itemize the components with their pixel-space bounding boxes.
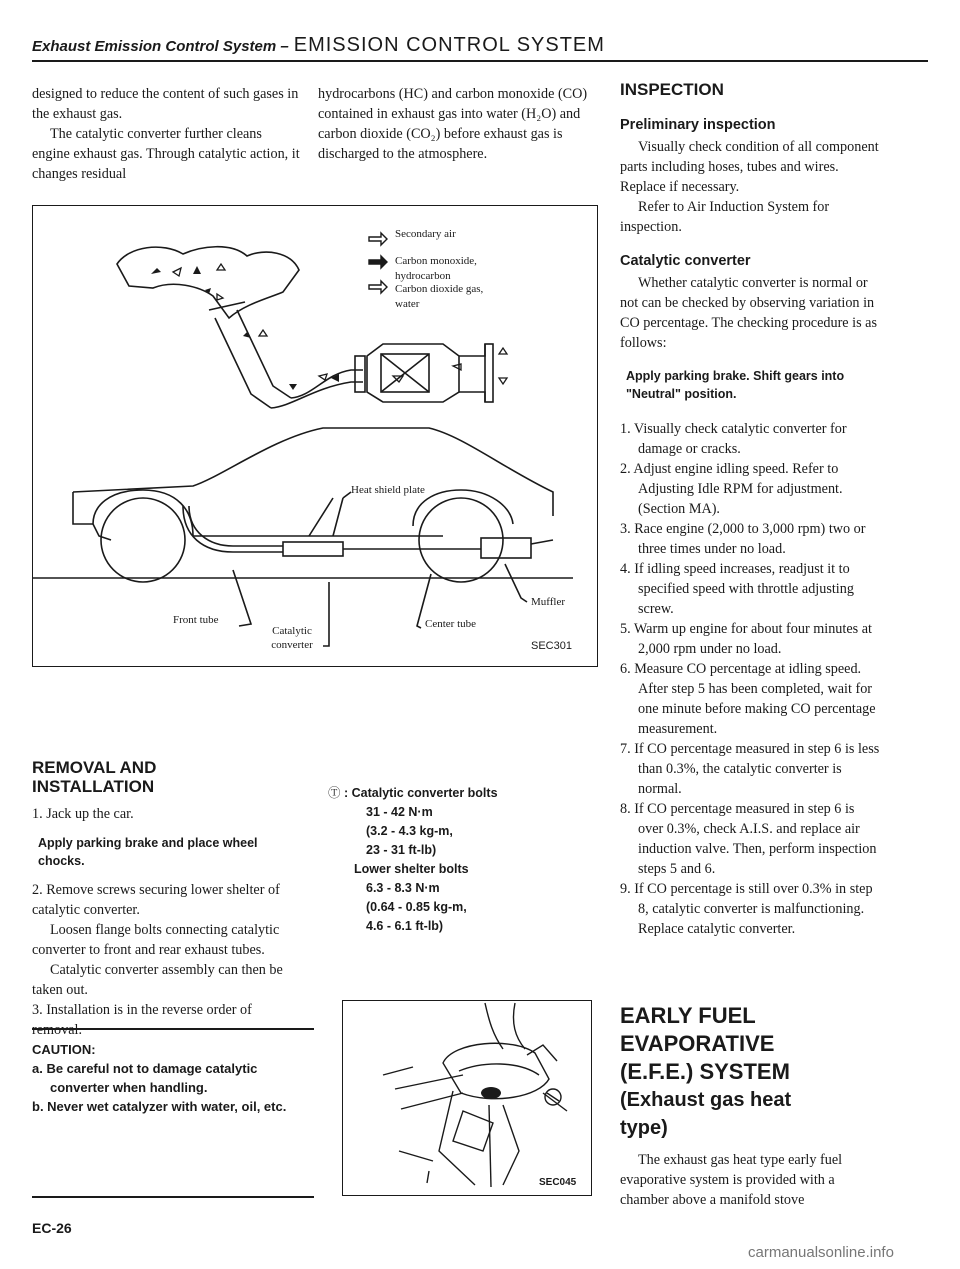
section-name: Exhaust Emission Control System – [32, 38, 289, 55]
inspection-step: 9. If CO percentage is still over 0.3% in step 8, catalytic converter is malfunctioning. Replace catalytic converter. [620, 881, 873, 937]
page-title: EMISSION CONTROL SYSTEM [293, 34, 605, 56]
inspection-step: 8. If CO percentage measured in step 6 is over 0.3%, check A.I.S. and replace air induction valve. Then, perform inspection steps 5 and 6. [620, 801, 877, 877]
torque-v5: (0.64 - 0.85 kg-m, [366, 900, 467, 914]
inspection-step: 2. Adjust engine idling speed. Refer to Adjusting Idle RPM for adjustment. (Section MA). [620, 461, 843, 517]
inspection-step: 3. Race engine (2,000 to 3,000 rpm) two or three times under no load. [620, 521, 866, 557]
catalytic-heading: Catalytic converter [620, 253, 751, 269]
rear-wheel [419, 498, 503, 582]
label-front-tube: Front tube [173, 614, 219, 626]
figure-code-sec301: SEC301 [531, 640, 572, 652]
efe-subtitle-2: type) [620, 1117, 668, 1139]
caution-rule-bottom [32, 1196, 314, 1198]
torque-label-1: : Catalytic converter bolts [344, 786, 498, 800]
page-header [32, 34, 605, 57]
removal-step-1: 1. Jack up the car. [32, 806, 134, 822]
legend-secondary-air: Secondary air [395, 228, 456, 240]
inspection-steps [620, 419, 882, 939]
efe-paragraph: The exhaust gas heat type early fuel evaporative system is provided with a chamber above a manifold stove [620, 1152, 843, 1208]
removal-note: Apply parking brake and place wheel chocks. [38, 836, 258, 868]
front-wheel [101, 498, 185, 582]
intro-paragraph-2: The catalytic converter further cleans engine exhaust gas. Through catalytic action, it changes residual [32, 126, 300, 182]
torque-v1: 31 - 42 N·m [366, 805, 433, 819]
muffler-shape [481, 538, 531, 558]
inspection-step: 5. Warm up engine for about four minutes at 2,000 rpm under no load. [620, 621, 872, 657]
torque-spec [328, 784, 588, 936]
torque-label-2: Lower shelter bolts [354, 862, 469, 876]
inspection-step: 1. Visually check catalytic converter for damage or cracks. [620, 421, 847, 457]
catalytic-bolts-figure [342, 1000, 592, 1196]
watermark: carmanualsonline.info [748, 1244, 894, 1261]
intro-paragraph-1: designed to reduce the content of such gases in the exhaust gas. [32, 86, 299, 122]
page-number: EC-26 [32, 1220, 72, 1236]
removal-heading: REMOVAL AND INSTALLATION [32, 758, 157, 796]
label-muffler: Muffler [531, 596, 566, 608]
removal-step-2c: Catalytic converter assembly can then be taken out. [32, 962, 283, 998]
removal-step-3: 3. Installation is in the reverse order of removal. [32, 1002, 252, 1038]
torque-icon: Ⓣ [328, 786, 341, 800]
preliminary-heading: Preliminary inspection [620, 117, 776, 133]
caution-a: a. Be careful not to damage catalytic converter when handling. [32, 1061, 258, 1095]
label-center-tube: Center tube [425, 618, 477, 630]
torque-v3: 23 - 31 ft-lb) [366, 843, 437, 857]
efe-section [620, 1002, 882, 1210]
torque-v2: (3.2 - 4.3 kg-m, [366, 824, 453, 838]
exhaust-system-figure [32, 205, 598, 667]
preliminary-paragraph-1: Visually check condition of all component parts including hoses, tubes and wires. Replace if necessary. [620, 139, 879, 195]
figure-code-sec045: SEC045 [539, 1177, 577, 1188]
inspection-section [620, 80, 882, 939]
inspection-note: Apply parking brake. Shift gears into "Neutral" position. [626, 369, 845, 401]
inspection-step: 6. Measure CO percentage at idling speed. After step 5 has been completed, wait for one minute before making CO percentage measurement. [620, 661, 876, 737]
intro-col1 [32, 84, 302, 184]
inspection-heading: INSPECTION [620, 80, 724, 99]
preliminary-paragraph-2: Refer to Air Induction System for inspection. [620, 199, 830, 235]
intro-paragraph-3: hydrocarbons (HC) and carbon monoxide (CO) contained in exhaust gas into water (H₂O) and carbon dioxide (CO₂) before exhaust gas is discharged to the atmosphere. [318, 86, 588, 162]
inspection-step: 4. If idling speed increases, readjust it to specified speed with throttle adjusting screw. [620, 561, 854, 617]
caution-title: CAUTION: [32, 1042, 96, 1057]
removal-step-2b: Loosen flange bolts connecting catalytic converter to front and rear exhaust tubes. [32, 922, 280, 958]
caution-rule-top [32, 1028, 314, 1030]
inspection-step: 7. If CO percentage measured in step 6 is less than 0.3%, the catalytic converter is normal. [620, 741, 880, 797]
efe-title-1: EARLY FUEL [620, 1003, 756, 1028]
label-catalytic-converter: Catalytic converter [271, 625, 313, 651]
efe-subtitle-1: (Exhaust gas heat [620, 1089, 792, 1111]
legend-co-hc: Carbon monoxide, hydrocarbon [395, 255, 477, 282]
torque-v4: 6.3 - 8.3 N·m [366, 881, 440, 895]
intro-col2 [318, 84, 590, 164]
caution-b: b. Never wet catalyzer with water, oil, etc. [32, 1099, 287, 1114]
label-heat-shield: Heat shield plate [351, 484, 425, 496]
header-rule [32, 60, 928, 62]
efe-title-3: (E.F.E.) SYSTEM [620, 1059, 790, 1084]
legend-co2-water: Carbon dioxide gas, water [395, 283, 484, 310]
catalytic-bolts-diagram [343, 1001, 590, 1194]
catalytic-paragraph: Whether catalytic converter is normal or not can be checked by observing variation in CO percentage. The checking procedure is as follows: [620, 275, 877, 351]
removal-step-2: 2. Remove screws securing lower shelter of catalytic converter. [32, 882, 280, 918]
caution-block [32, 1040, 314, 1116]
exhaust-manifold [117, 247, 299, 318]
torque-v6: 4.6 - 6.1 ft-lb) [366, 919, 444, 933]
removal-section [32, 758, 304, 1040]
efe-title-2: EVAPORATIVE [620, 1031, 775, 1056]
